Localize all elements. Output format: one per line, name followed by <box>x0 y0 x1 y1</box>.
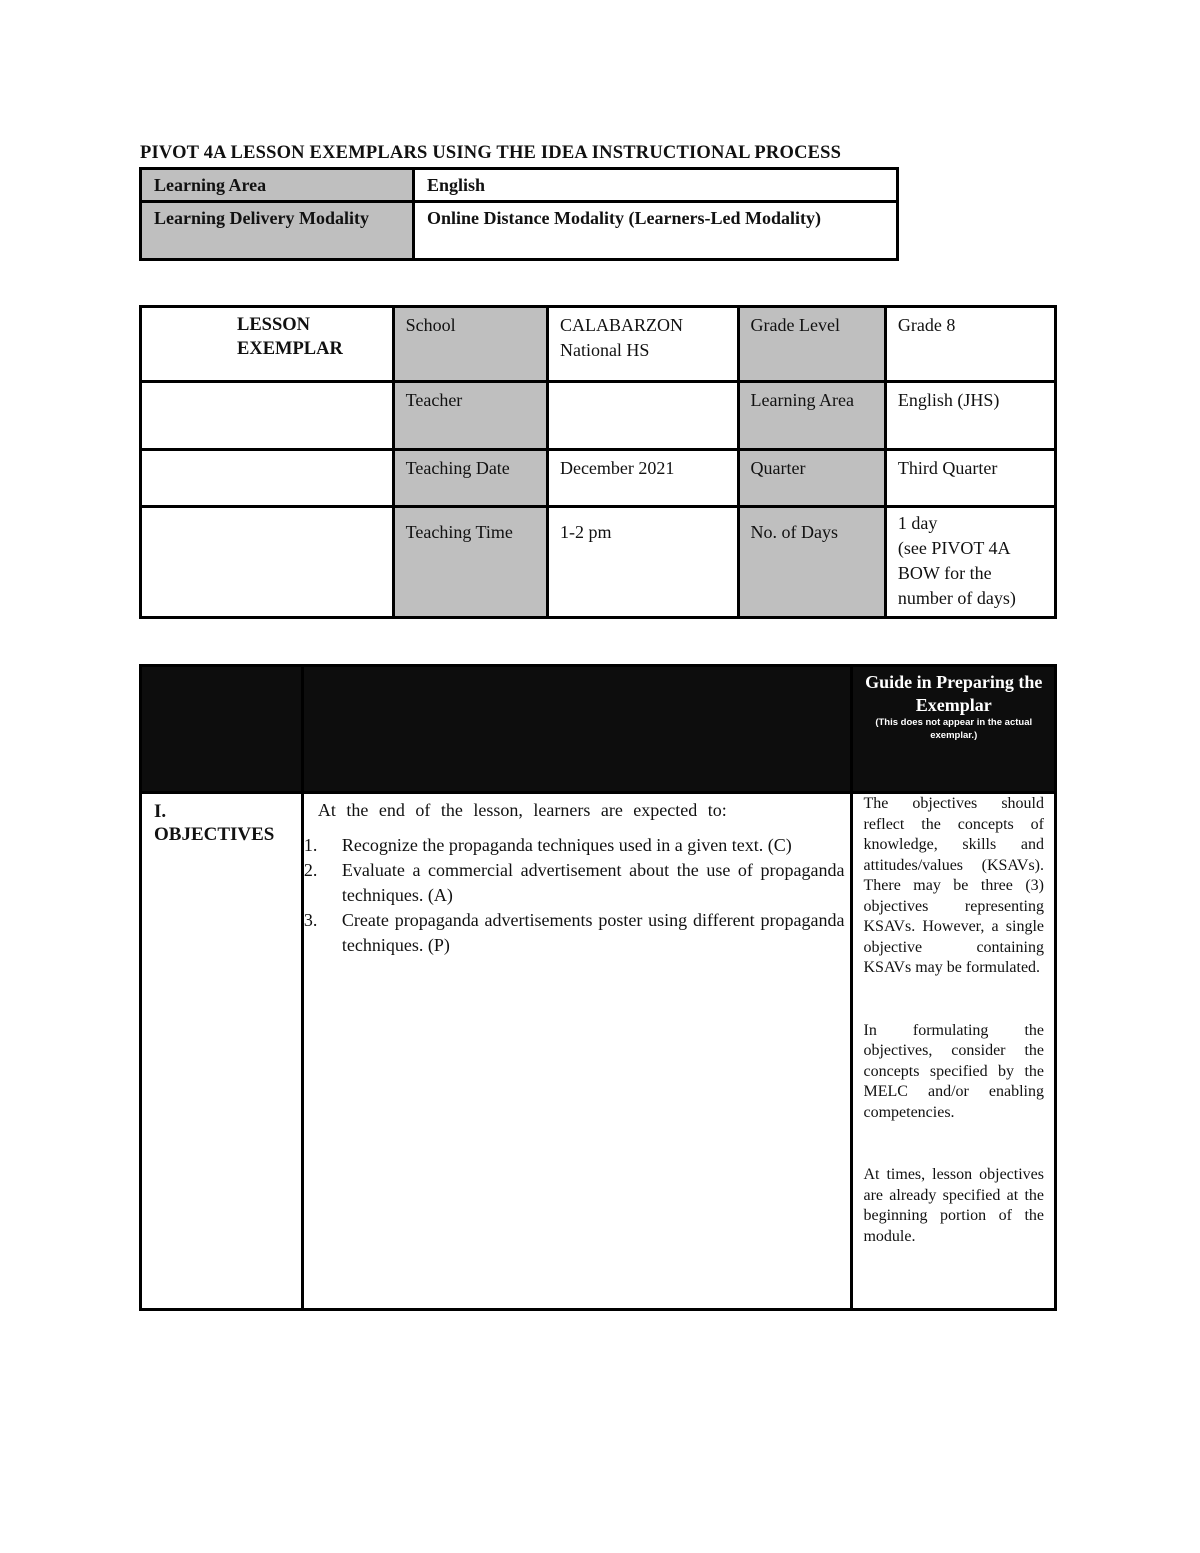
list-item: 3. Create propaganda advertisements poster using different propaganda techniques. (P) <box>303 910 845 955</box>
header-cell <box>302 666 852 793</box>
objectives-label <box>141 793 303 1310</box>
guide-header-title: Guide in Preparing the Exemplar <box>865 672 1043 715</box>
teaching-time-label: Teaching Time <box>393 507 547 618</box>
header-table <box>139 167 899 261</box>
grade-level-label: Grade Level <box>738 307 885 382</box>
objectives-heading: OBJECTIVES <box>154 824 275 845</box>
objectives-row <box>141 793 1056 1310</box>
delivery-modality-label: Learning Delivery Modality <box>141 202 414 260</box>
table-header-row <box>141 666 1056 793</box>
delivery-modality-value: Online Distance Modality (Learners-Led Modality) <box>414 202 898 260</box>
list-item: 1. Recognize the propaganda techniques used in a given text. (C) <box>303 835 792 855</box>
guide-paragraph: In formulating the objectives, consider the concepts specified by the MELC and/or enabling competencies. <box>863 1021 1044 1121</box>
table-row <box>141 450 1056 507</box>
lesson-exemplar-label: LESSON EXEMPLAR <box>141 307 394 382</box>
learning-area-value: English (JHS) <box>885 382 1055 450</box>
objectives-intro: At the end of the lesson, learners are expected to: <box>317 800 727 820</box>
table-row <box>141 202 898 260</box>
table-row <box>141 169 898 202</box>
guide-content <box>852 793 1056 1310</box>
objectives-list <box>303 833 845 958</box>
guide-header <box>852 666 1056 793</box>
number-of-days-label: No. of Days <box>738 507 885 618</box>
teaching-date-value: December 2021 <box>547 450 738 507</box>
objectives-table <box>139 664 1057 1311</box>
quarter-value: Third Quarter <box>885 450 1055 507</box>
guide-paragraph: At times, lesson objectives are already specified at the beginning portion of the module. <box>863 1166 1044 1245</box>
teaching-time-value: 1-2 pm <box>547 507 738 618</box>
grade-level-value: Grade 8 <box>885 307 1055 382</box>
empty-cell <box>141 450 394 507</box>
table-row <box>141 382 1056 450</box>
empty-cell <box>141 507 394 618</box>
header-cell <box>141 666 303 793</box>
lesson-info-table <box>139 305 1057 619</box>
quarter-label: Quarter <box>738 450 885 507</box>
objectives-number: I. <box>154 801 167 822</box>
learning-area-value: English <box>414 169 898 202</box>
teacher-value <box>547 382 738 450</box>
teacher-label: Teacher <box>393 382 547 450</box>
learning-area-label: Learning Area <box>738 382 885 450</box>
empty-cell <box>141 382 394 450</box>
school-value: CALABARZON National HS <box>547 307 738 382</box>
guide-paragraph: The objectives should reflect the concepts of knowledge, skills and attitudes/values (KSAVs). There may be three (3) objectives representing KSAVs. However, a single objective containing KSAVs may be formulated. <box>863 795 1044 976</box>
learning-area-label: Learning Area <box>141 169 414 202</box>
school-label: School <box>393 307 547 382</box>
document-title: PIVOT 4A LESSON EXEMPLARS USING THE IDEA INSTRUCTIONAL PROCESS <box>140 143 842 163</box>
table-row <box>141 307 1056 382</box>
list-item: 2. Evaluate a commercial advertisement about the use of propaganda techniques. (A) <box>303 860 845 905</box>
days-count: 1 day <box>897 513 938 533</box>
guide-header-note: (This does not appear in the actual exemplar.) <box>875 717 1033 741</box>
days-note: (see PIVOT 4A BOW for the number of days) <box>897 538 1016 608</box>
number-of-days-value <box>885 507 1055 618</box>
table-row <box>141 507 1056 618</box>
objectives-content <box>302 793 852 1310</box>
teaching-date-label: Teaching Date <box>393 450 547 507</box>
